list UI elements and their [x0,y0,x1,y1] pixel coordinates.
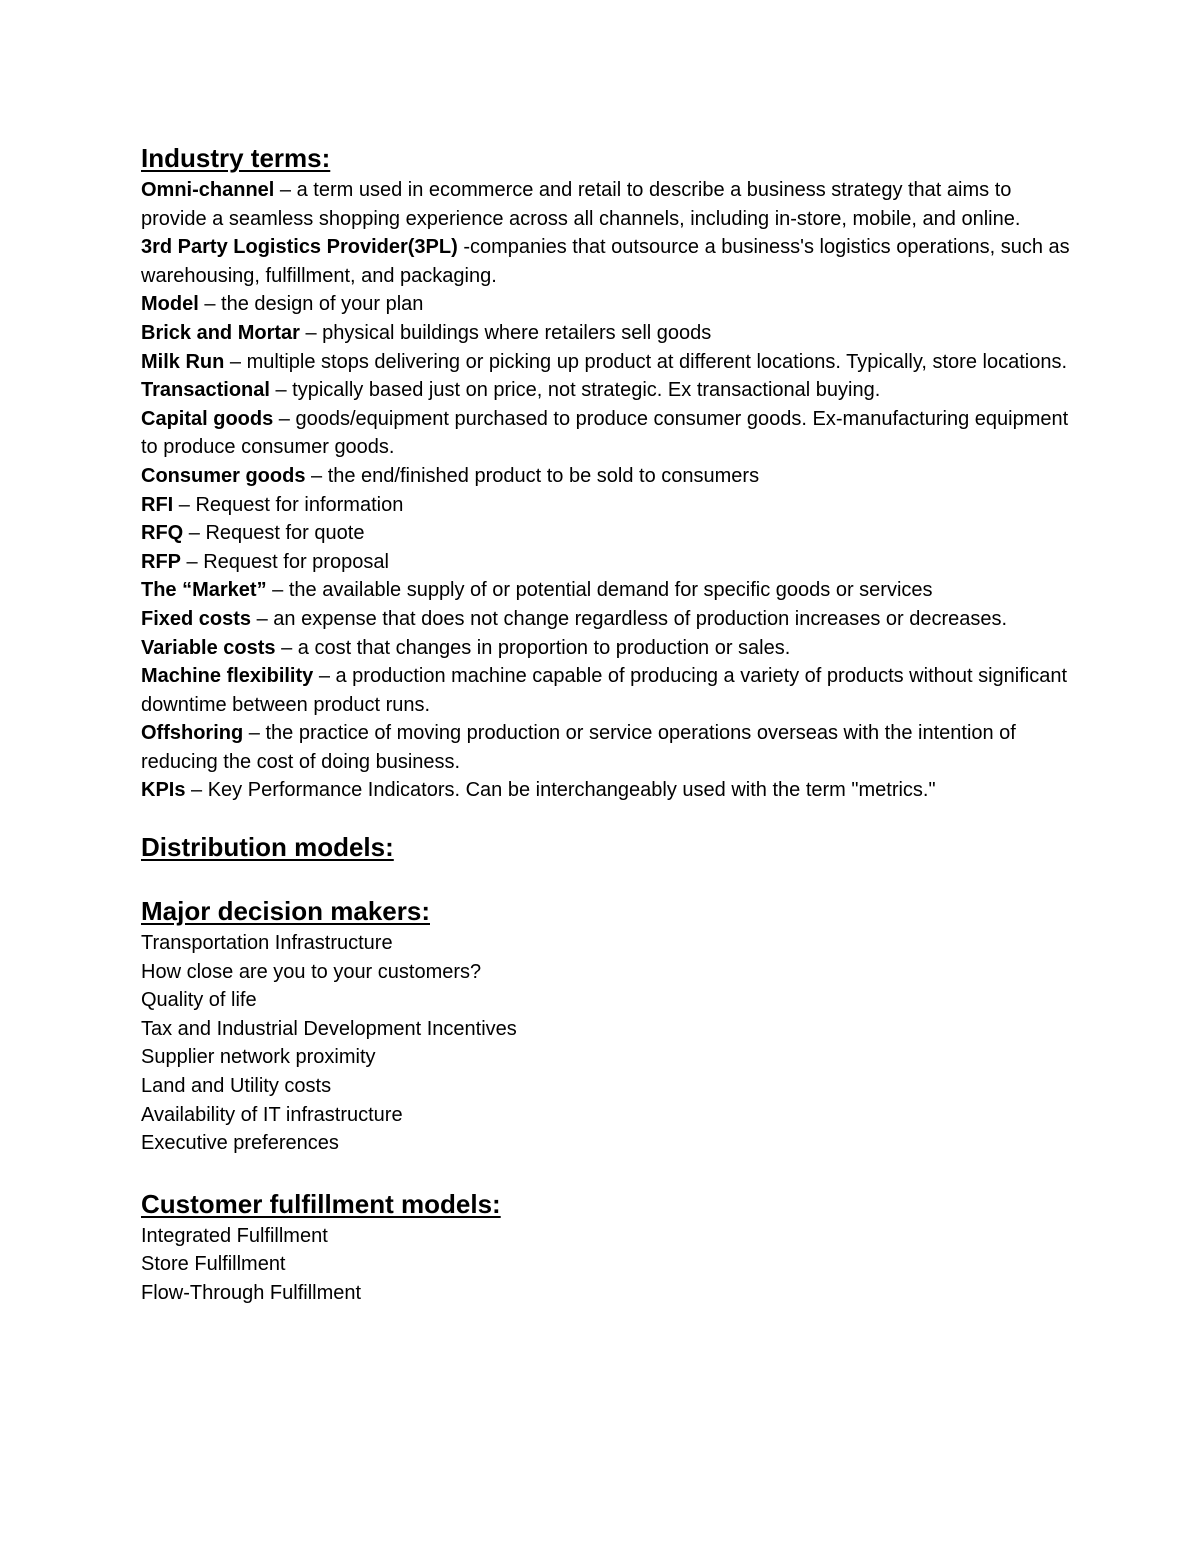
term-definition: – the end/finished product to be sold to consumers [305,464,760,487]
term-name: Brick and Mortar [141,321,300,344]
term-name: RFQ [141,522,184,545]
term-definition: – a term used in ecommerce and retail to describe a business strategy that aims to provide a seamless shopping experience across all channels, including in-store, mobile, and online. [141,179,1021,230]
term-name: The “Market” [141,579,267,602]
term-entry [141,776,1071,805]
term-definition: – multiple stops delivering or picking up product at different locations. Typically, store locations. [224,350,1068,373]
list-item: Supplier network proximity [141,1046,376,1069]
term-definition: – Request for proposal [181,550,389,573]
term-name: Variable costs [141,636,276,659]
distribution-models-heading: Distribution models: [141,832,394,863]
major-decision-makers-heading: Major decision makers: [141,896,430,927]
list-item: Tax and Industrial Development Incentives [141,1017,517,1040]
list-item: Availability of IT infrastructure [141,1103,403,1126]
term-definition: – Request for information [173,493,404,516]
term-definition: – Key Performance Indicators. Can be interchangeably used with the term "metrics." [185,779,936,802]
term-name: 3rd Party Logistics Provider(3PL) [141,236,458,259]
spacer [141,865,1071,893]
term-name: Consumer goods [141,464,306,487]
term-entry [141,719,1071,776]
term-name: Machine flexibility [141,665,314,688]
list-item: Store Fulfillment [141,1253,286,1276]
term-entry [141,548,1071,577]
fulfillment-models-list [141,1222,1071,1308]
term-entry [141,576,1071,605]
term-entry [141,519,1071,548]
term-definition: – Request for quote [183,522,365,545]
spacer [141,805,1071,829]
term-definition: – a cost that changes in proportion to production or sales. [275,636,791,659]
customer-fulfillment-models-heading: Customer fulfillment models: [141,1188,501,1219]
term-entry [141,405,1071,462]
term-entry [141,348,1071,377]
term-entry [141,176,1071,233]
list-item: Executive preferences [141,1132,339,1155]
term-entry [141,233,1071,290]
term-entry [141,319,1071,348]
term-name: Omni-channel [141,179,275,201]
term-entry [141,462,1071,491]
spacer [141,1158,1071,1186]
term-entry [141,491,1071,520]
term-definition: – an expense that does not change regardless of production increases or decreases. [251,607,1008,630]
term-name: RFI [141,493,174,516]
term-entry [141,662,1071,719]
term-name: Capital goods [141,407,274,430]
term-definition: – the available supply of or potential demand for specific goods or services [266,579,933,602]
term-name: Milk Run [141,350,225,373]
term-entry [141,376,1071,405]
term-entry [141,634,1071,663]
list-item: Land and Utility costs [141,1075,332,1098]
list-item: How close are you to your customers? [141,960,482,983]
industry-terms-list [141,176,1071,805]
list-item: Integrated Fulfillment [141,1224,328,1247]
document-page [141,140,1071,1308]
term-definition: – physical buildings where retailers sell goods [299,321,712,344]
term-definition: – goods/equipment purchased to produce consumer goods. Ex-manufacturing equipment to produce consumer goods. [141,407,1069,459]
term-definition: -companies that outsource a business's logistics operations, such as warehousing, fulfillment, and packaging. [141,236,1070,287]
term-entry [141,605,1071,634]
term-name: Offshoring [141,722,244,745]
decision-makers-list [141,929,1071,1158]
term-definition: – the design of your plan [198,293,424,316]
list-item: Quality of life [141,989,257,1012]
term-definition: – typically based just on price, not strategic. Ex transactional buying. [269,379,881,402]
term-name: Fixed costs [141,607,252,630]
list-item: Transportation Infrastructure [141,932,393,955]
term-entry [141,290,1071,319]
term-name: RFP [141,550,181,573]
term-definition: – the practice of moving production or service operations overseas with the intention of reducing the cost of doing business. [141,722,1016,773]
term-definition: – a production machine capable of producing a variety of products without significant downtime between product runs. [141,665,1068,716]
term-name: Transactional [141,379,270,402]
term-name: Model [141,293,199,316]
term-name: KPIs [141,779,186,802]
industry-terms-heading: Industry terms: [141,143,331,173]
list-item: Flow-Through Fulfillment [141,1282,362,1304]
